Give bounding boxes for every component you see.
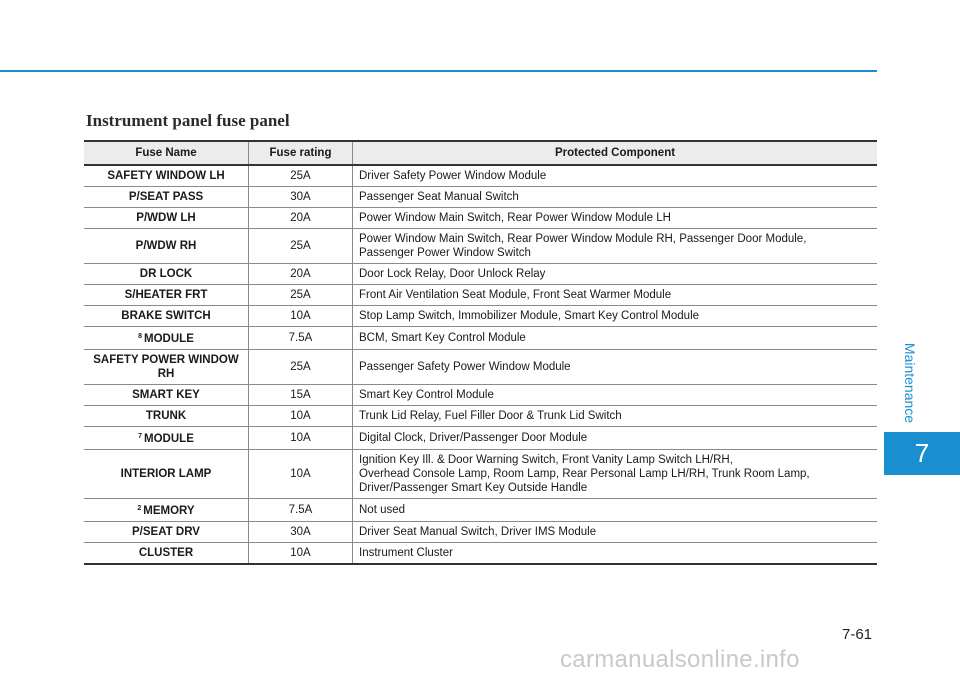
section-title: Instrument panel fuse panel [86, 111, 290, 130]
fuse-name: SAFETY POWER WINDOW RH [93, 354, 239, 380]
fuse-rating-cell: 10A [249, 406, 353, 427]
fuse-name: INTERIOR LAMP [120, 468, 212, 480]
table-row [84, 165, 877, 187]
fuse-name-cell [84, 187, 249, 208]
fuse-name-cell [84, 264, 249, 285]
page-number: 7-61 [842, 626, 873, 643]
protected-component-line: Stop Lamp Switch, Immobilizer Module, Smart Key Control Module [359, 310, 700, 322]
fuse-name: P/WDW RH [135, 240, 197, 252]
protected-component-line: Instrument Cluster [359, 547, 453, 559]
table-row [84, 264, 877, 285]
fuse-name-cell [84, 285, 249, 306]
protected-component-cell [353, 264, 878, 285]
protected-component-cell [353, 229, 878, 264]
table-row [84, 350, 877, 385]
fuse-rating-cell: 20A [249, 264, 353, 285]
protected-component-cell [353, 543, 878, 565]
protected-component-cell [353, 450, 878, 499]
fuse-rating-cell: 25A [249, 229, 353, 264]
protected-component-cell [353, 306, 878, 327]
table-row [84, 427, 877, 450]
protected-component-line: Driver/Passenger Smart Key Outside Handle [359, 482, 588, 494]
protected-component-line: Passenger Power Window Switch [359, 247, 531, 259]
protected-component-line: Door Lock Relay, Door Unlock Relay [359, 268, 546, 280]
table-row [84, 522, 877, 543]
fuse-rating-cell: 25A [249, 165, 353, 187]
table-row [84, 306, 877, 327]
fuse-name: S/HEATER FRT [124, 289, 208, 301]
protected-component-cell [353, 522, 878, 543]
protected-component-cell [353, 208, 878, 229]
fuse-name: P/WDW LH [136, 212, 196, 224]
table-row [84, 229, 877, 264]
protected-component-line: Trunk Lid Relay, Fuel Filler Door & Trunk Lid Switch [359, 410, 622, 422]
fuse-name: P/SEAT DRV [132, 526, 200, 538]
protected-component-cell [353, 187, 878, 208]
fuse-name: MODULE [144, 333, 194, 345]
fuse-label-icon: 8 [138, 333, 143, 340]
protected-component-line: Overhead Console Lamp, Room Lamp, Rear Personal Lamp LH/RH, Trunk Room Lamp, [359, 468, 810, 480]
table-row [84, 450, 877, 499]
table-row [84, 187, 877, 208]
fuse-rating-cell: 25A [249, 350, 353, 385]
table-row [84, 208, 877, 229]
fuse-name-cell [84, 499, 249, 522]
table-row [84, 406, 877, 427]
fuse-name-cell [84, 306, 249, 327]
column-header-fuse-name: Fuse Name [84, 141, 249, 165]
fuse-name: BRAKE SWITCH [121, 310, 211, 322]
protected-component-line: Digital Clock, Driver/Passenger Door Module [359, 432, 588, 444]
protected-component-cell [353, 499, 878, 522]
fuse-name: CLUSTER [138, 547, 194, 559]
protected-component-cell [353, 406, 878, 427]
watermark: carmanualsonline.info [560, 646, 800, 673]
fuse-name-cell [84, 327, 249, 350]
table-row [84, 499, 877, 522]
fuse-rating-cell: 30A [249, 187, 353, 208]
protected-component-line: Not used [359, 504, 406, 516]
protected-component-line: Passenger Safety Power Window Module [359, 361, 571, 373]
fuse-name: SMART KEY [132, 389, 200, 401]
fuse-name-cell [84, 229, 249, 264]
fuse-name: DR LOCK [139, 268, 193, 280]
fuse-name: MODULE [144, 433, 194, 445]
table-row [84, 285, 877, 306]
chapter-tab: 7 [884, 432, 960, 475]
fuse-table-body [84, 165, 877, 564]
fuse-name-cell [84, 522, 249, 543]
fuse-rating-cell: 10A [249, 450, 353, 499]
fuse-label-icon: 7 [138, 433, 143, 440]
fuse-rating-cell: 25A [249, 285, 353, 306]
protected-component-line: Ignition Key Ill. & Door Warning Switch, Front Vanity Lamp Switch LH/RH, [359, 454, 733, 466]
table-row [84, 327, 877, 350]
protected-component-line: Smart Key Control Module [359, 389, 494, 401]
column-header-protected-component: Protected Component [353, 141, 878, 165]
fuse-name-cell [84, 350, 249, 385]
fuse-rating-cell: 30A [249, 522, 353, 543]
side-section-label-text: Maintenance [902, 342, 918, 424]
table-row [84, 385, 877, 406]
protected-component-line: Passenger Seat Manual Switch [359, 191, 519, 203]
protected-component-line: Front Air Ventilation Seat Module, Front Seat Warmer Module [359, 289, 672, 301]
table-row [84, 543, 877, 565]
fuse-name-cell [84, 208, 249, 229]
protected-component-cell [353, 285, 878, 306]
fuse-name: MEMORY [143, 505, 195, 517]
fuse-rating-cell: 10A [249, 427, 353, 450]
protected-component-cell [353, 350, 878, 385]
top-rule [0, 70, 877, 72]
fuse-label-icon: 2 [137, 505, 142, 512]
fuse-table [84, 140, 877, 565]
column-header-fuse-rating: Fuse rating [249, 141, 353, 165]
protected-component-cell [353, 385, 878, 406]
protected-component-line: Driver Seat Manual Switch, Driver IMS Module [359, 526, 597, 538]
fuse-name-cell [84, 165, 249, 187]
fuse-rating-cell: 7.5A [249, 327, 353, 350]
side-section-label [897, 338, 923, 428]
protected-component-cell [353, 327, 878, 350]
fuse-name-cell [84, 543, 249, 565]
protected-component-line: BCM, Smart Key Control Module [359, 332, 526, 344]
fuse-name: TRUNK [145, 410, 187, 422]
fuse-name-cell [84, 427, 249, 450]
protected-component-line: Driver Safety Power Window Module [359, 170, 547, 182]
fuse-name-cell [84, 385, 249, 406]
fuse-name: P/SEAT PASS [128, 191, 204, 203]
fuse-name: SAFETY WINDOW LH [107, 170, 225, 182]
protected-component-line: Power Window Main Switch, Rear Power Window Module LH [359, 212, 671, 224]
fuse-rating-cell: 15A [249, 385, 353, 406]
table-header-row [84, 141, 877, 165]
fuse-name-cell [84, 406, 249, 427]
protected-component-cell [353, 165, 878, 187]
fuse-rating-cell: 7.5A [249, 499, 353, 522]
fuse-rating-cell: 20A [249, 208, 353, 229]
fuse-rating-cell: 10A [249, 543, 353, 565]
fuse-name-cell [84, 450, 249, 499]
protected-component-line: Power Window Main Switch, Rear Power Window Module RH, Passenger Door Module, [359, 233, 807, 245]
protected-component-cell [353, 427, 878, 450]
fuse-rating-cell: 10A [249, 306, 353, 327]
